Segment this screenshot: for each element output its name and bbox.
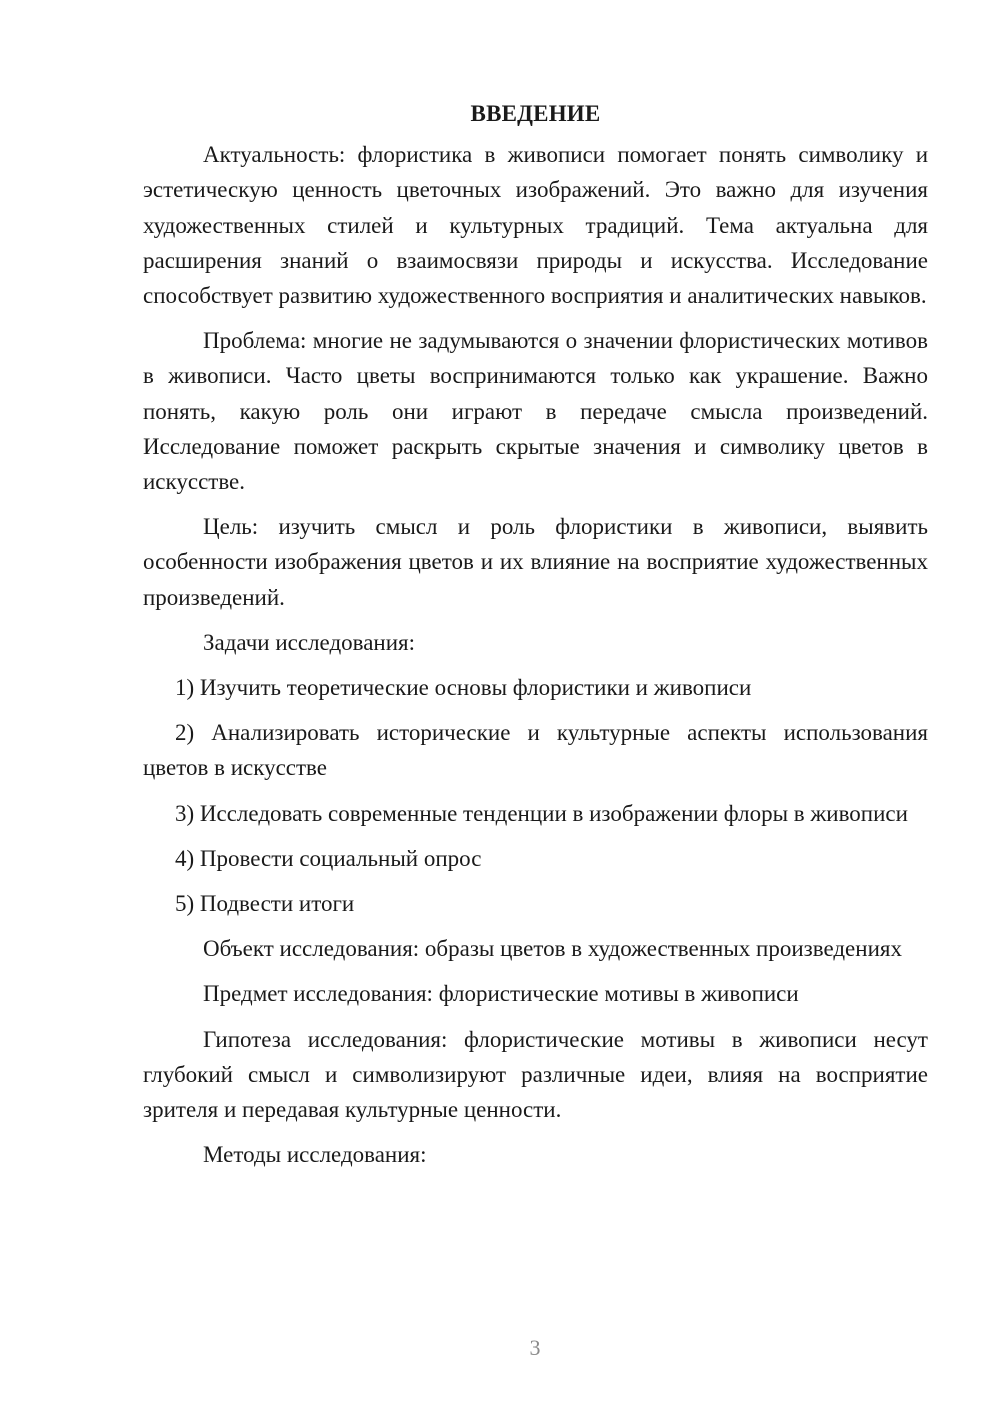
page-number: 3 (529, 1335, 541, 1360)
task-item-1: 1) Изучить теоретические основы флористики и живописи (175, 675, 752, 701)
page-content (143, 96, 928, 1182)
paragraph-relevance: Актуальность: флористика в живописи помогает понять символику и эстетическую ценность цветочных изображений. Это важно для изучения художественных стилей и культурных традиций. Тема актуальна для расширения знаний о взаимосвязи природы и искусства. Исследование способствует развитию художественного восприятия и аналитических навыков. (143, 142, 928, 309)
paragraph-goal: Цель: изучить смысл и роль флористики в живописи, выявить особенности изображения цветов и их влияние на восприятие художественных произведений. (143, 514, 928, 610)
paragraph-tasks-heading: Задачи исследования: (203, 629, 416, 655)
paragraph-problem: Проблема: многие не задумываются о значении флористических мотивов в живописи. Часто цветы воспринимаются только как украшение. Важно понять, какую роль они играют в передаче смысла произведений. Исследование поможет раскрыть скрытые значения и символику цветов в искусстве. (143, 328, 928, 495)
task-item-4: 4) Провести социальный опрос (175, 845, 482, 871)
task-item-3: 3) Исследовать современные тенденции в изображении флоры в живописи (175, 800, 908, 826)
task-item-2: 2) Анализировать исторические и культурные аспекты использования цветов в искусстве (143, 720, 928, 781)
paragraph-hypothesis: Гипотеза исследования: флористические мотивы в живописи несут глубокий смысл и символизируют различные идеи, влияя на восприятие зрителя и передавая культурные ценности. (143, 1026, 928, 1123)
section-title: ВВЕДЕНИЕ (470, 101, 601, 126)
paragraph-methods: Методы исследования: (203, 1142, 427, 1168)
paragraph-subject: Предмет исследования: флористические мотивы в живописи (203, 981, 799, 1007)
paragraph-object: Объект исследования: образы цветов в художественных произведениях (203, 936, 902, 962)
task-item-5: 5) Подвести итоги (175, 891, 355, 917)
